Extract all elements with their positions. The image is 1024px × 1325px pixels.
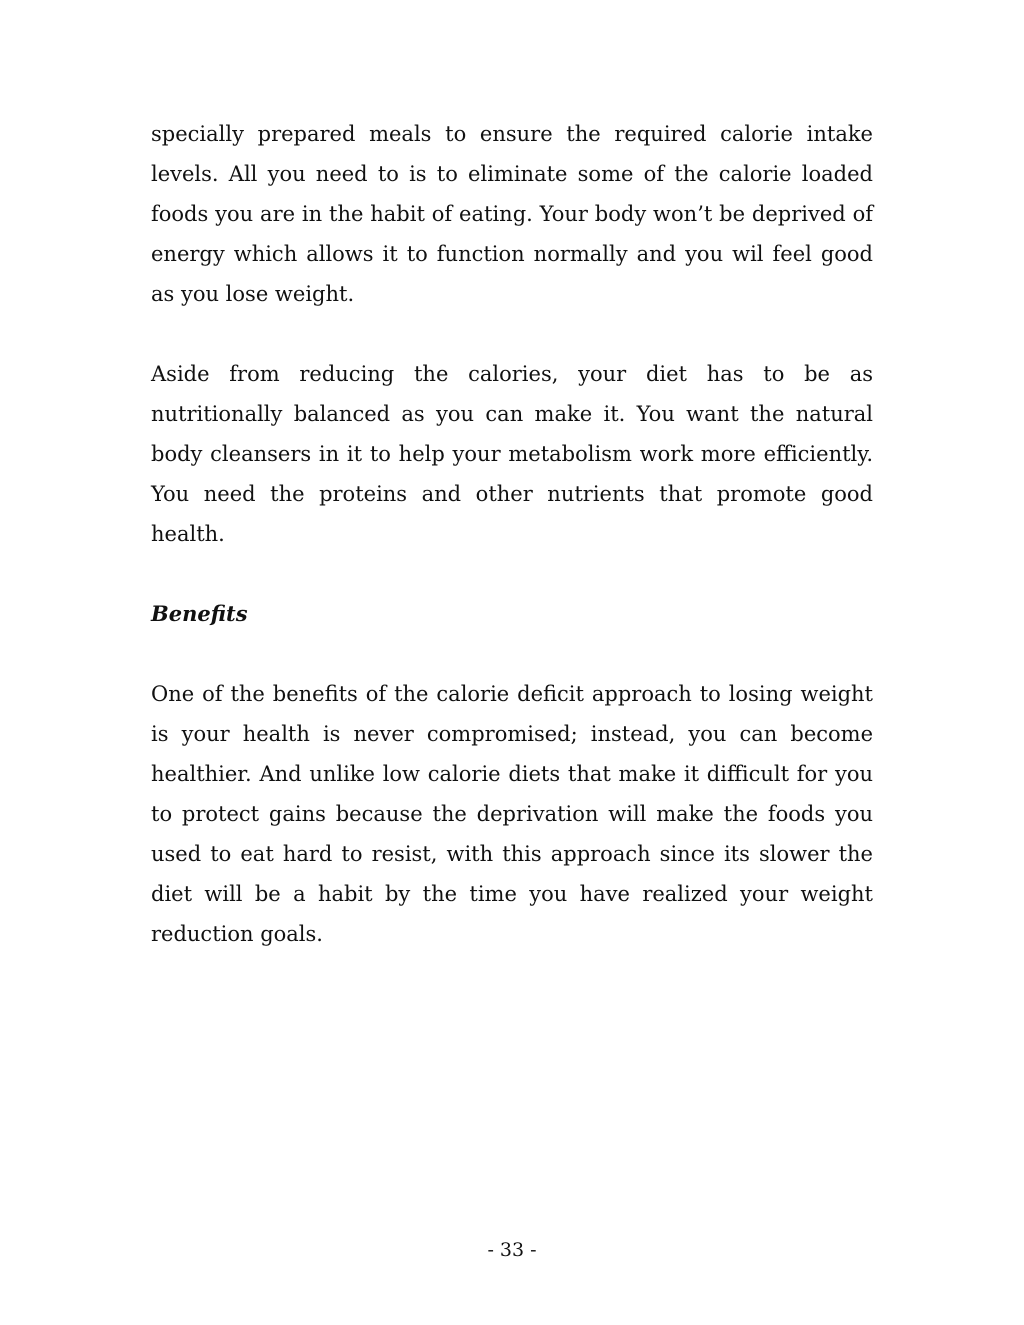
body-paragraph: Aside from reducing the calories, your diet has to be as nutritionally balanced as you can make it. You want the natural body cleansers in it to help your metabolism work more efficiently. You need the proteins and other nutrients that promote good health. [151,362,873,546]
page-number: - 33 - [487,1239,537,1261]
body-paragraph: specially prepared meals to ensure the required calorie intake levels. All you need to is to eliminate some of the calorie loaded foods you are in the habit of eating. Your body won’t be deprived of energy which allows it to function normally and you wil feel good as you lose weight. [151,122,873,306]
body-paragraph: One of the benefits of the calorie deficit approach to losing weight is your health is never compromised; instead, you can become healthier. And unlike low calorie diets that make it difficult for you to protect gains because the deprivation will make the foods you used to eat hard to resist, with this approach since its slower the diet will be a habit by the time you have realized your weight reduction goals. [151,682,873,946]
section-heading: Benefits [151,601,248,626]
page-body [151,114,873,954]
